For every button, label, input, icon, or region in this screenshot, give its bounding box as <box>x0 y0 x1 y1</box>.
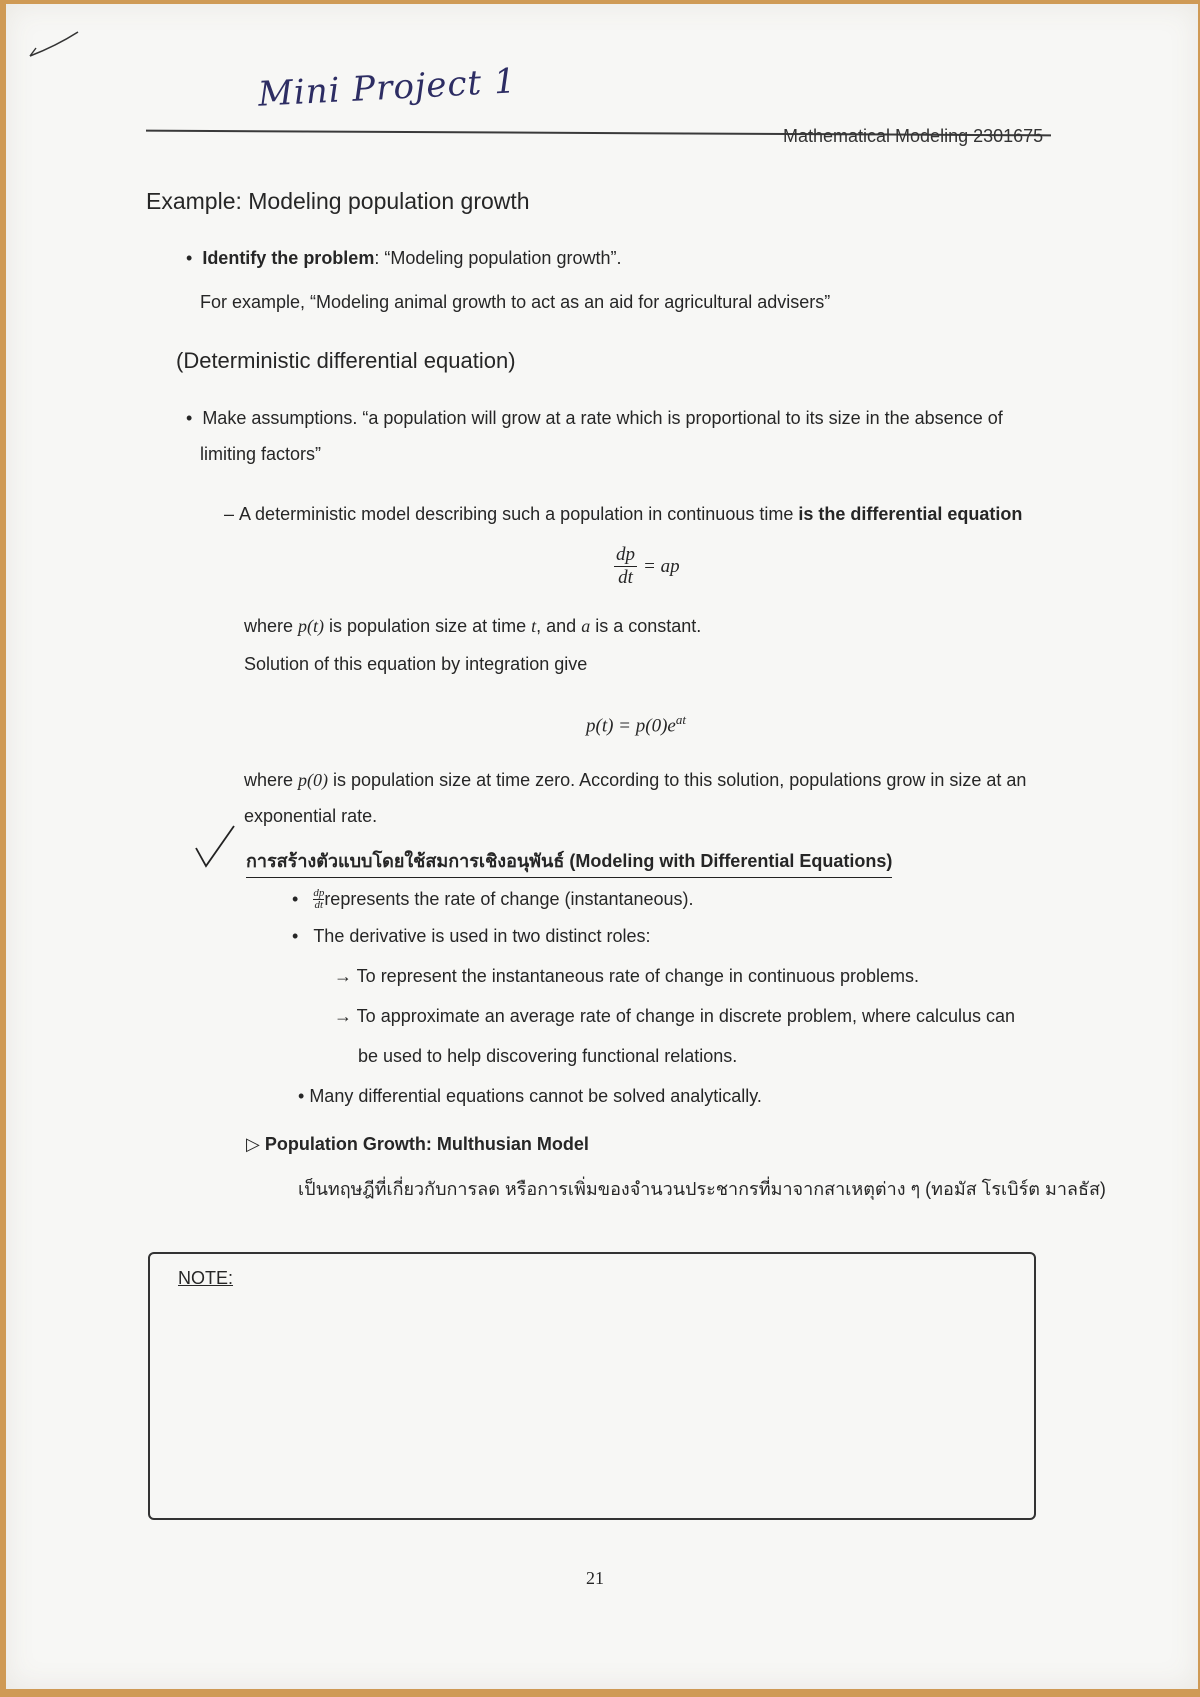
page-number: 21 <box>586 1568 604 1588</box>
bullet-analytical <box>298 1086 762 1107</box>
bullet-dot: • <box>186 248 203 268</box>
dash-text: A deterministic model describing such a population in continuous time <box>239 504 799 524</box>
math-a: a <box>581 616 591 636</box>
identify-label: Identify the problem <box>202 248 375 268</box>
bullet-text: The derivative is used in two distinct roles: <box>313 926 651 946</box>
bullet-dot: • <box>292 926 314 946</box>
section-title: Example: Modeling population growth <box>146 188 530 214</box>
text-run: , and <box>536 616 582 636</box>
solution-line: Solution of this equation by integration give <box>244 654 588 674</box>
identify-text: : “Modeling population growth”. <box>374 248 622 268</box>
equation-solution <box>586 712 686 737</box>
thai-heading-thai: การสร้างตัวแบบโดยใช้สมการเชิงอนุพันธ์ <box>246 851 565 871</box>
bullet-rate-of-change <box>292 888 694 911</box>
where-line-1 <box>244 616 701 637</box>
bullet-dot: • <box>298 1086 310 1106</box>
text-run: is population size at time zero. According to this solution, populations grow in size at an <box>328 770 1027 790</box>
solution-lhs: p(t) = p(0)e <box>586 715 676 737</box>
solution-exponent: at <box>675 712 686 727</box>
malthus-heading <box>246 1134 589 1155</box>
where-line-2 <box>244 770 1026 791</box>
text-run: is a constant. <box>590 616 702 636</box>
identify-example: For example, “Modeling animal growth to act as an aid for agricultural advisers” <box>200 292 831 312</box>
bullet-derivative-roles <box>292 926 650 947</box>
thai-heading <box>246 846 892 878</box>
bullet-dot: • <box>292 889 314 909</box>
fraction-denominator: dt <box>618 567 633 588</box>
equation-differential <box>614 544 680 589</box>
text-run: where <box>244 770 299 790</box>
note-label: NOTE: <box>178 1268 234 1288</box>
course-title: Mathematical Modeling 2301675 <box>783 126 1044 146</box>
identify-item <box>186 248 621 269</box>
fraction-small <box>313 888 324 911</box>
deterministic-model-item <box>224 504 1022 525</box>
deterministic-heading: (Deterministic differential equation) <box>176 348 516 373</box>
bullet-text: Many differential equations cannot be solved analytically. <box>309 1086 762 1106</box>
text-run: where <box>244 616 299 636</box>
fraction-numerator: dp <box>313 887 325 899</box>
note-box[interactable] <box>148 1252 1036 1520</box>
text-run: is population size at time <box>324 616 532 636</box>
fraction-denominator: dt <box>314 899 324 911</box>
assumptions-text: Make assumptions. “a population will grow at a rate which is proportional to its size in the absence of <box>202 408 1003 428</box>
handwritten-title: Mini Project 1 <box>257 61 518 115</box>
arrow-item-1: → To represent the instantaneous rate of change in continuous problems. <box>334 966 920 986</box>
assumptions-line-1 <box>186 408 1003 429</box>
bullet-text: represents the rate of change (instantaneous). <box>324 889 694 909</box>
where-line-2b: exponential rate. <box>244 806 378 826</box>
fraction-numerator: dp <box>616 544 635 565</box>
bullet-dot: • <box>186 408 203 428</box>
malthus-thai-line: เป็นทฤษฎีที่เกี่ยวกับการลด หรือการเพิ่มของจำนวนประชากรที่มาจากสาเหตุต่าง ๆ (ทอมัส โรเบิร์ต มาลธัส) <box>298 1179 1106 1199</box>
math-pt: p(t) <box>298 616 325 636</box>
malthus-title: Population Growth: Multhusian Model <box>264 1134 589 1154</box>
dash-marker: – <box>224 504 235 524</box>
equation-rhs: = ap <box>643 555 680 577</box>
triangle-icon: ▷ <box>246 1134 260 1154</box>
math-t: t <box>531 616 537 636</box>
assumptions-line-2: limiting factors” <box>200 444 322 464</box>
arrow-item-2-cont: be used to help discovering functional relations. <box>358 1046 738 1066</box>
document-page <box>6 4 1198 1689</box>
dash-bold: is the differential equation <box>798 504 1023 524</box>
check-mark-icon <box>192 822 238 872</box>
pen-stroke-mark <box>26 24 86 64</box>
fraction-dpdt <box>614 544 637 589</box>
math-p0: p(0) <box>298 770 329 790</box>
thai-heading-english: (Modeling with Differential Equations) <box>564 851 893 871</box>
arrow-item-2: → To approximate an average rate of change in discrete problem, where calculus can <box>334 1006 1016 1026</box>
